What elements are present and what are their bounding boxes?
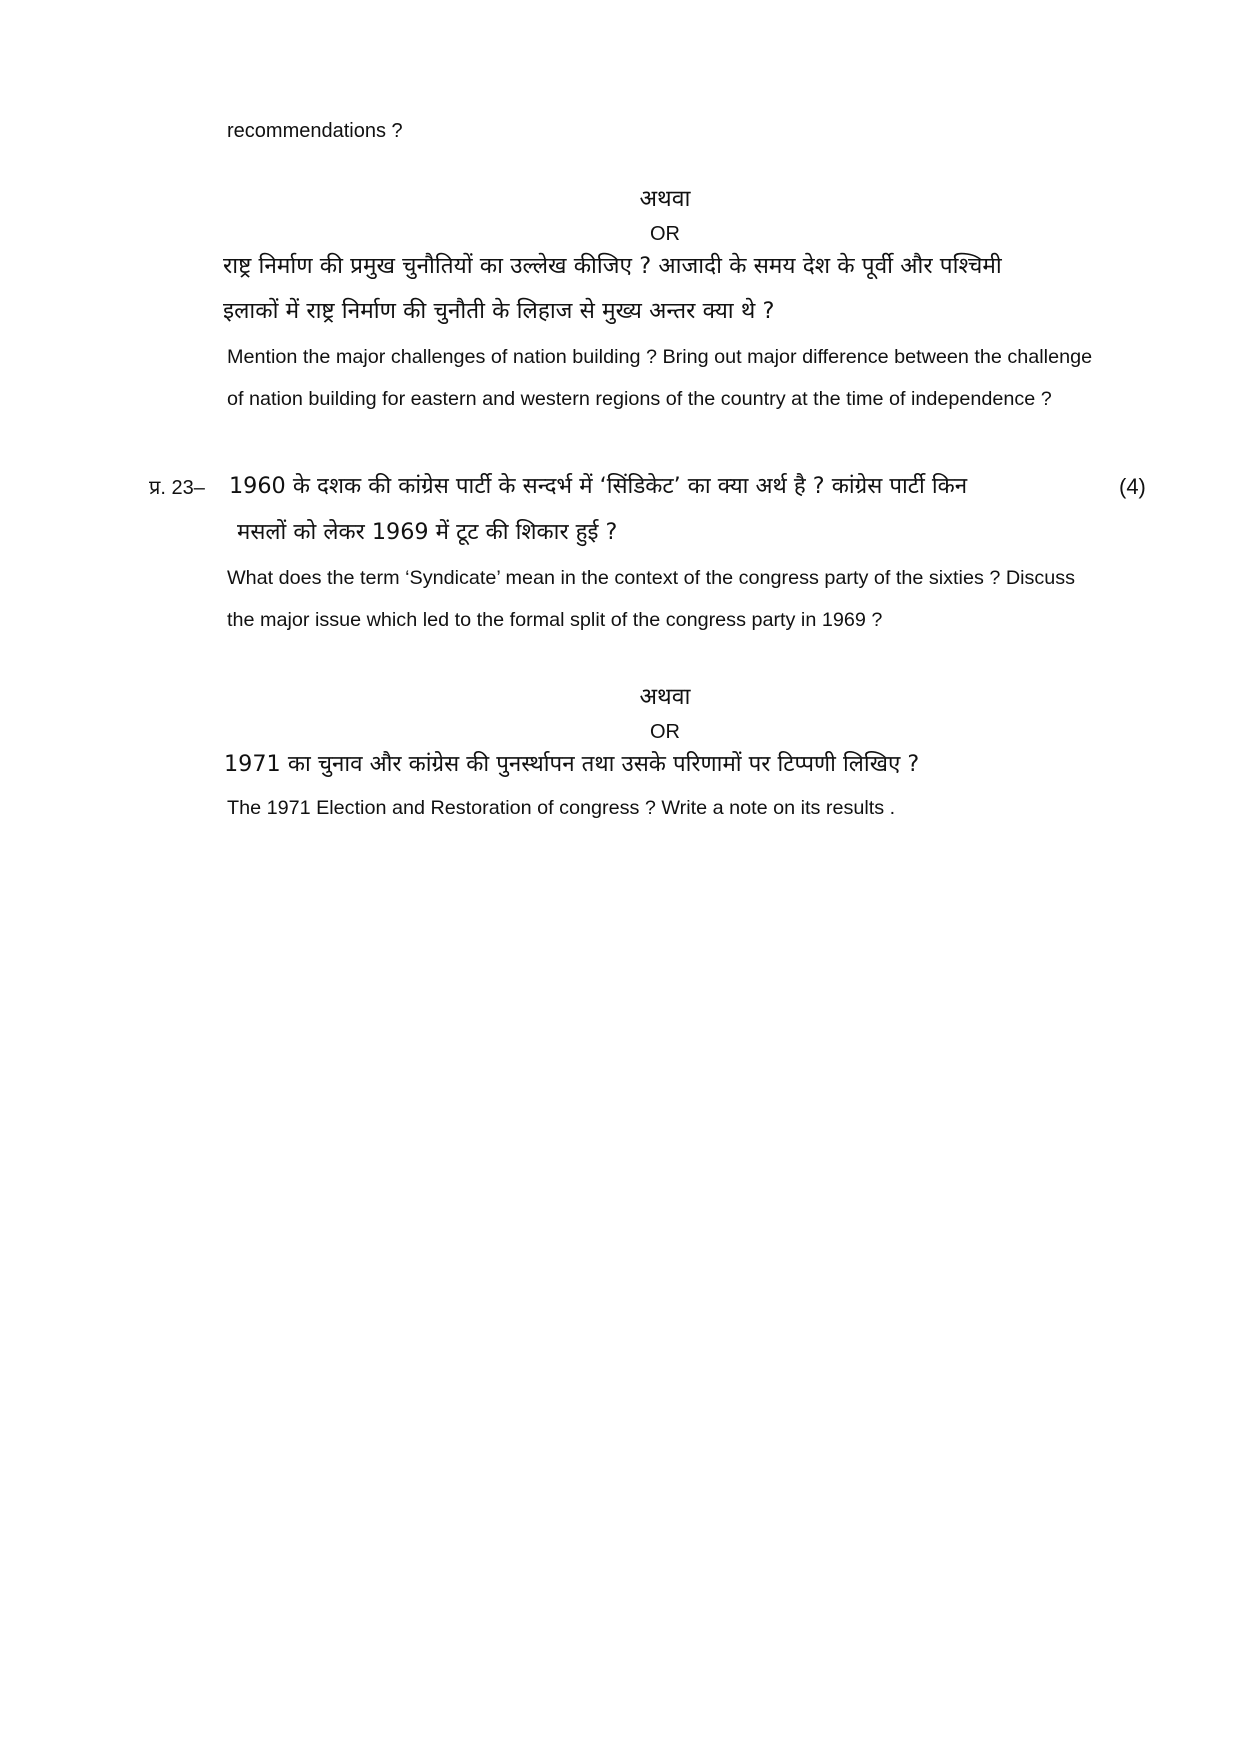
q22-alt-english-line-2: of nation building for eastern and western regions of the country at the time of independence ?: [227, 388, 1052, 410]
previous-question-tail: recommendations ?: [227, 120, 403, 142]
q23-hindi-line-2: मसलों को लेकर 1969 में टूट की शिकार हुई ?: [237, 519, 618, 545]
q22-alt-english-line-1: Mention the major challenges of nation building ? Bring out major difference between the challenge: [227, 346, 1093, 368]
question-marks: (4): [1119, 474, 1146, 499]
question-number: प्र. 23–: [149, 477, 205, 499]
q23-english-line-1: What does the term ‘Syndicate’ mean in the context of the congress party of the sixties ? Discuss: [227, 567, 1076, 589]
or-separator-english: OR: [650, 721, 680, 743]
or-separator-hindi: अथवा: [639, 186, 691, 212]
or-separator-hindi: अथवा: [639, 684, 691, 710]
q23-english-line-2: the major issue which led to the formal split of the congress party in 1969 ?: [227, 609, 883, 631]
or-separator-english: OR: [650, 223, 680, 245]
q23-alt-english-line-1: The 1971 Election and Restoration of congress ? Write a note on its results .: [227, 797, 896, 819]
q23-alt-hindi-line-1: 1971 का चुनाव और कांग्रेस की पुनर्स्थापन तथा उसके परिणामों पर टिप्पणी लिखिए ?: [224, 751, 920, 777]
q22-alt-hindi-line-2: इलाकों में राष्ट्र निर्माण की चुनौती के लिहाज से मुख्य अन्तर क्या थे ?: [223, 298, 775, 324]
q23-hindi-line-1: 1960 के दशक की कांग्रेस पार्टी के सन्दर्भ में ‘सिंडिकेट’ का क्या अर्थ है ? कांग्रेस पार्टी किन: [229, 473, 968, 499]
q22-alt-hindi-line-1: राष्ट्र निर्माण की प्रमुख चुनौतियों का उल्लेख कीजिए ? आजादी के समय देश के पूर्वी और पश्चिमी: [223, 253, 1002, 279]
